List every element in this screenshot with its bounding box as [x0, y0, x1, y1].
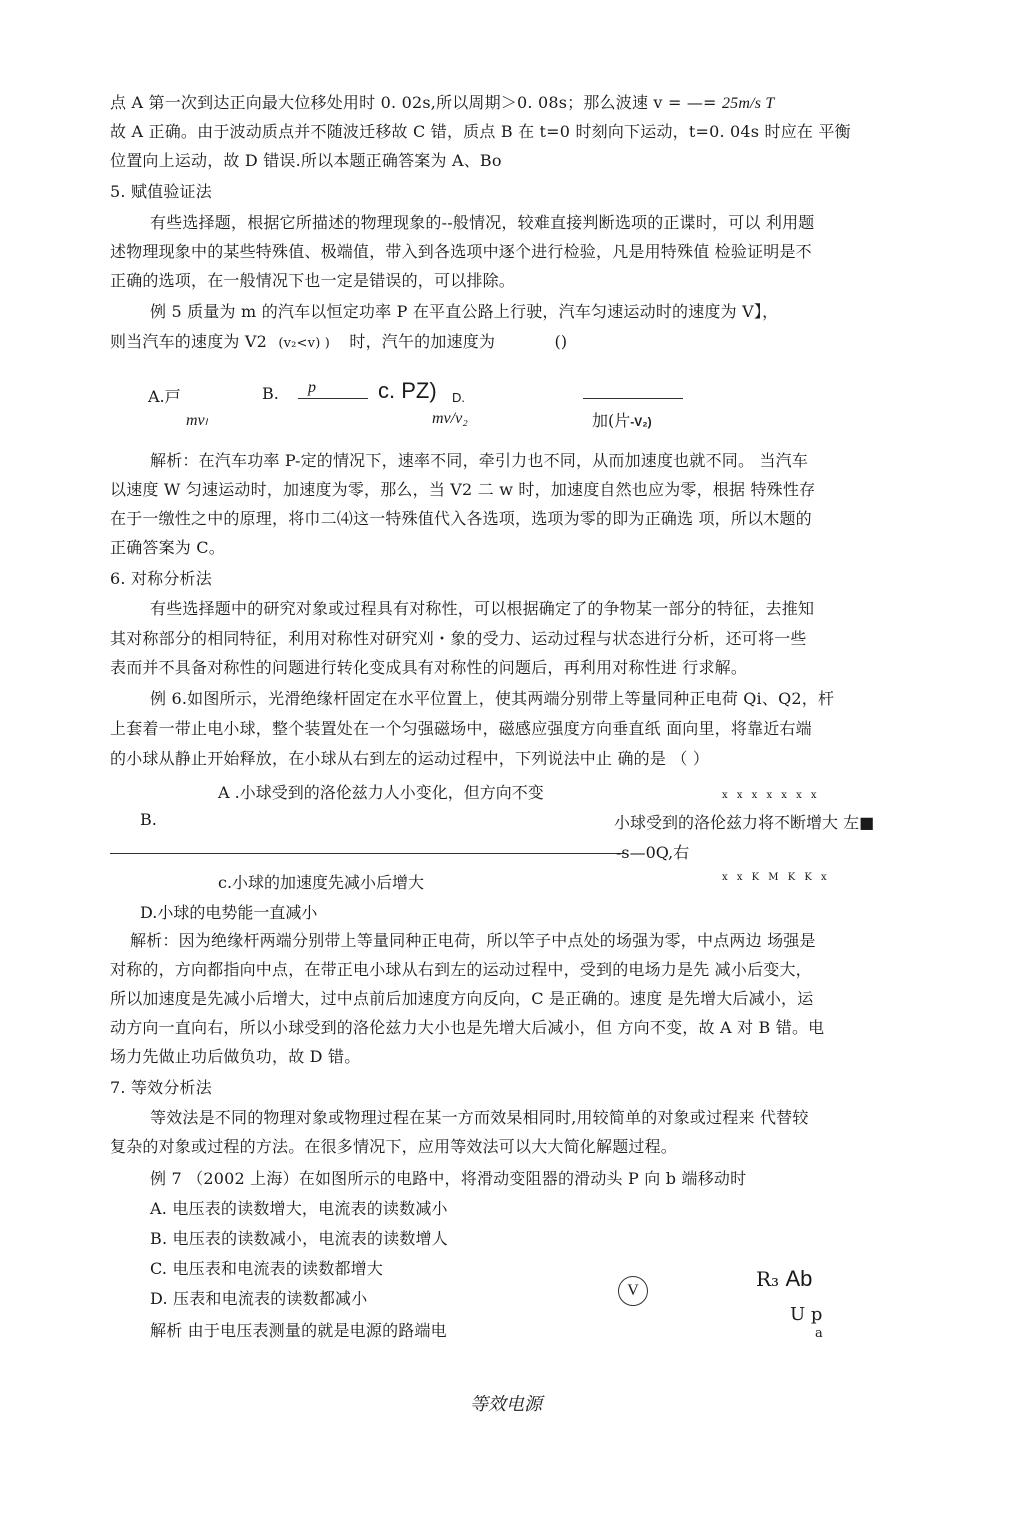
resistor-label — [756, 1266, 812, 1292]
text-span: () — [554, 332, 568, 351]
text-line: 等效法是不同的物理对象或物理过程在某一方而效杲相同时,用较简单的对象或过程来 代替较 — [150, 1108, 809, 1127]
text-line: 表而并不具备对称性的问题进行转化变成具有对称性的问题后，再利用对称性进 行求解。 — [110, 658, 748, 677]
option-c: C. 电压表和电流表的读数都增大 — [150, 1259, 384, 1278]
option-c: c.小球的加速度先减小后增大 — [218, 873, 425, 892]
circuit-label: U p — [790, 1304, 823, 1325]
analysis-line: 所以加速度是先减小后增大，过中点前后加速度方向反向，C 是正确的。速度 是先增大后减小，运 — [110, 989, 814, 1008]
option-d: D. 压表和电流表的读数都减小 — [150, 1289, 368, 1308]
section-heading: 6. 对称分析法 — [110, 569, 212, 588]
analysis-line: 解析：因为绝缘杆两端分别带上等量同种正电荷，所以竿子中点处的场强为零，中点两边 场强是 — [130, 931, 816, 950]
example-line — [110, 331, 910, 355]
option-c: c. PZ) — [378, 378, 437, 403]
example-line: 例 5 质量为 m 的汽车以恒定功率 P 在平直公路上行驶，汽车匀速运动时的速度为 V】， — [150, 302, 779, 321]
option-a: A .小球受到的洛伦兹力人小变化，但方向不变 — [218, 783, 544, 802]
example-line: 例 7 （2002 上海）在如图所示的电路中，将滑动变阻器的滑动头 P 向 b 端移动时 — [150, 1169, 747, 1188]
option-a: A. 电压表的读数增大，电流表的读数减小 — [150, 1199, 448, 1218]
analysis-line: 解析：在汽车功率 P-定的情况下，速率不同，牵引力也不同，从而加速度也就不同。 当汽车 — [150, 451, 809, 470]
text-line: 故 A 正确。由于波动质点并不随波迁移故 C 错，质点 B 在 t=0 时刻向下运动，t=0. 04s 时应在 平衡 — [110, 122, 851, 141]
text-line: 正确的选项，在一般情况下也一定是错误的，可以排除。 — [110, 271, 516, 290]
section-heading: 7. 等效分析法 — [110, 1078, 212, 1097]
text-span: 则当汽车的速度为 V2 — [110, 332, 268, 351]
option-b: B. 电压表的读数减小，电流表的读数增人 — [150, 1229, 448, 1248]
text-span: 点 A 第一次到达正向最大位移处用时 0. 02s,所以周期＞0. 08s；那么波速 v = —= — [110, 93, 717, 112]
option-a: A.戸 — [148, 387, 181, 406]
denominator-c: mv/v₂ — [432, 410, 468, 427]
text-span: 加(片 — [592, 411, 631, 430]
text-line — [110, 92, 910, 115]
text-line: 有些选择题，根据它所描述的物理现象的--般情况，较难直接判断选项的正谍时，可以 利用题 — [150, 213, 815, 232]
analysis-line: 对称的，方向都指向中点，在带正电小球从右到左的运动过程中，受到的电场力是先 减小后变大， — [110, 960, 812, 979]
fraction-bar — [583, 398, 683, 399]
option-b-numerator: p — [308, 379, 316, 396]
analysis-line: 以速度 W 匀速运动时，加速度为零，那么，当 V2 二 w 时，加速度自然也应为零，根据 特殊性存 — [110, 480, 816, 499]
option-d: D.小球的电势能一直减小 — [140, 903, 318, 922]
text-span: -V₂) — [630, 415, 652, 429]
magnetic-field-crosses: x x K M K K x — [722, 872, 830, 883]
figure-caption: 等效电源 — [470, 1394, 542, 1414]
text-line: 复杂的对象或过程的方法。在很多情况下，应用等效法可以大大简化解题过程。 — [110, 1137, 678, 1156]
circuit-label: a — [815, 1326, 823, 1341]
section-heading: 5. 赋值验证法 — [110, 182, 212, 201]
text-span: 时，汽午的加速度为 — [349, 332, 496, 351]
analysis-line: 动方向一直向右，所以小球受到的洛伦兹力大小也是先增大后减小，但 方向不变，故 A 对 B 错。电 — [110, 1018, 825, 1037]
analysis-line: 解析 由于电压表测量的就是电源的路端电 — [150, 1321, 447, 1340]
example-line: 上套着一带止电小球，整个装置处在一个匀强磁场中，磁感应强度方向垂直纸 面向里，将靠近右端 — [110, 719, 812, 738]
option-b: B. — [140, 810, 157, 829]
option-b-text: 小球受到的洛伦兹力将不断增大 左■ — [614, 813, 875, 832]
text-line: 位置向上运动，故 D 错误.所以本题正确答案为 A、Bo — [110, 151, 502, 170]
option-d: D. — [452, 390, 465, 405]
text-span: Ab — [785, 1266, 813, 1291]
text-span: (v₂<v) ) — [278, 336, 331, 351]
example-line: 例 6.如图所示，光滑绝缘杆固定在水平位置上，使其两端分别带上等量同种正电荷 Qi、Q2，杆 — [150, 689, 835, 708]
formula-text: 25m/s T — [721, 95, 775, 112]
analysis-line: 场力先做止功后做负功，故 D 错。 — [110, 1047, 361, 1066]
insulating-rod — [110, 853, 626, 854]
fraction-bar — [298, 398, 368, 399]
rod-label: -s—0Q,右 — [616, 843, 690, 862]
text-span: R₃ — [756, 1267, 780, 1291]
denominator-d — [592, 408, 652, 431]
denominator-a: mvₗ — [186, 412, 208, 429]
analysis-line: 正确答案为 C。 — [110, 538, 225, 557]
magnetic-field-crosses: x x x x x x x — [722, 790, 820, 801]
example-line: 的小球从静止开始释放，在小球从右到左的运动过程中，下列说法中止 确的是 （ ） — [110, 749, 710, 768]
text-line: 有些选择题中的研究对象或过程具有对称性，可以根据确定了的争物某一部分的特征，去推知 — [150, 599, 815, 618]
voltmeter-icon: V — [618, 1276, 648, 1306]
text-line: 述物理现象中的某些特殊值、极端值，带入到各选项中逐个进行检验，凡是用特殊值 检验证明是不 — [110, 242, 812, 261]
text-line: 其对称部分的相同特征，利用对称性对研究刈・象的受力、运动过程与状态进行分析，还可将一些 — [110, 629, 807, 648]
option-b: B. — [262, 384, 279, 403]
analysis-line: 在于一缴性之中的原理，将巾二⑷这一特殊值代入各选项，选项为零的即为正确选 项，所以木题的 — [110, 509, 812, 528]
